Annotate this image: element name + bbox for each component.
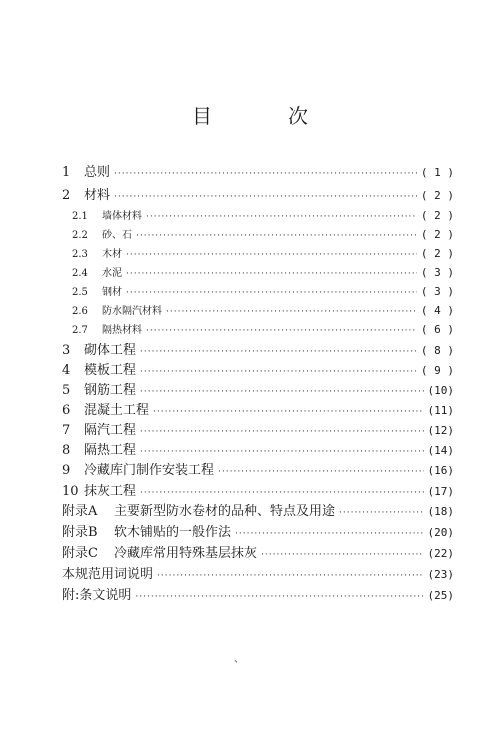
toc-entry-number: 附录B <box>62 525 98 540</box>
leader-dots <box>140 344 417 360</box>
leader-dots <box>135 589 423 605</box>
toc-entry-label: 抹灰工程 <box>84 484 137 499</box>
toc-entry-label: 总则 <box>84 165 111 180</box>
toc-entry-number: 5 <box>62 383 71 398</box>
leader-dots <box>114 166 417 182</box>
toc-entry-label: 附:条文说明 <box>62 588 132 603</box>
toc-entry[interactable] <box>62 423 454 440</box>
leader-dots <box>235 526 423 542</box>
toc-entry-page: (22) <box>427 547 454 560</box>
leader-dots <box>146 323 417 339</box>
toc-entry[interactable] <box>62 165 454 182</box>
toc-entry-label: 隔汽工程 <box>84 423 137 438</box>
toc-entry-page: ( 1 ) <box>420 166 454 179</box>
toc-entry-number: 9 <box>62 463 71 478</box>
leader-dots <box>218 464 423 480</box>
toc-entry-page: ( 3 ) <box>420 285 454 298</box>
toc-entry-appendix-c[interactable] <box>62 546 454 563</box>
toc-entry-label: 防水隔汽材料 <box>102 306 162 317</box>
toc-entry-page: (12) <box>427 424 454 437</box>
toc-entry-label: 模板工程 <box>84 363 137 378</box>
page-title: 目 次 <box>192 104 336 128</box>
toc-entry-label: 冷藏库常用特殊基层抹灰 <box>114 546 258 561</box>
toc-subentry[interactable] <box>62 246 454 263</box>
toc-entry-page: (10) <box>427 384 454 397</box>
toc-entry-label: 砂、石 <box>102 230 132 241</box>
toc-subentry[interactable] <box>62 208 454 225</box>
toc-entry[interactable] <box>62 343 454 360</box>
leader-dots <box>140 384 423 400</box>
toc-entry[interactable] <box>62 484 454 501</box>
toc-entry-number: 1 <box>62 165 71 180</box>
footer-mark: 、 <box>234 654 244 665</box>
toc-entry-label: 本规范用词说明 <box>62 567 154 582</box>
toc-entry-label: 隔热材料 <box>102 325 142 336</box>
toc-entry-label: 冷藏库门制作安装工程 <box>84 463 215 478</box>
leader-dots <box>153 404 423 420</box>
toc-entry[interactable] <box>62 383 454 400</box>
leader-dots <box>136 228 417 244</box>
toc-entry-page: ( 9 ) <box>420 364 454 377</box>
toc-entry-label: 主要新型防水卷材的品种、特点及用途 <box>114 504 336 519</box>
toc-subentry[interactable] <box>62 303 454 320</box>
toc-entry-number: 附录C <box>62 546 98 561</box>
toc-subentry[interactable] <box>62 227 454 244</box>
leader-dots <box>114 189 417 205</box>
leader-dots <box>140 485 423 501</box>
toc-entry-page: ( 3 ) <box>420 266 454 279</box>
toc-entry-label: 材料 <box>84 188 111 203</box>
toc-entry-page: (18) <box>427 505 454 518</box>
toc-entry-appendix-a[interactable] <box>62 504 454 521</box>
toc-entry-number: 6 <box>62 403 71 418</box>
toc-entry-page: (14) <box>427 444 454 457</box>
toc-subentry[interactable] <box>62 322 454 339</box>
toc-entry-page: ( 6 ) <box>420 323 454 336</box>
toc-entry-page: (20) <box>427 526 454 539</box>
toc-entry-number: 2.2 <box>72 230 88 241</box>
toc-entry-commentary[interactable] <box>62 588 454 605</box>
toc-entry-label: 软木铺贴的一般作法 <box>114 525 232 540</box>
toc-entry-number: 2.7 <box>72 325 88 336</box>
toc-entry-label: 隔热工程 <box>84 443 137 458</box>
leader-dots <box>126 266 417 282</box>
toc-entry-number: 2.3 <box>72 249 88 260</box>
toc-entry-page: ( 8 ) <box>420 344 454 357</box>
leader-dots <box>140 444 423 460</box>
leader-dots <box>339 505 423 521</box>
toc-entry-number: 附录A <box>62 504 98 519</box>
toc-entry-page: (16) <box>427 464 454 477</box>
toc-entry-label: 木材 <box>102 249 122 260</box>
toc-entry-page: ( 2 ) <box>420 228 454 241</box>
toc-entry-page: ( 2 ) <box>420 189 454 202</box>
toc-entry-number: 10 <box>62 484 79 499</box>
toc-entry-appendix-b[interactable] <box>62 525 454 542</box>
toc-entry[interactable] <box>62 363 454 380</box>
leader-dots <box>140 424 423 440</box>
toc-entry-label: 钢材 <box>102 287 122 298</box>
toc-entry-number: 4 <box>62 363 71 378</box>
toc-entry-number: 2.5 <box>72 287 88 298</box>
toc-entry-label: 钢筋工程 <box>84 383 137 398</box>
leader-dots <box>146 209 417 225</box>
toc-entry[interactable] <box>62 463 454 480</box>
toc-entry-number: 7 <box>62 423 71 438</box>
toc-entry-label: 混凝土工程 <box>84 403 150 418</box>
leader-dots <box>166 304 417 320</box>
toc-subentry[interactable] <box>62 284 454 301</box>
toc-entry[interactable] <box>62 403 454 420</box>
toc-entry-label: 墙体材料 <box>102 211 142 222</box>
toc-entry-page: (17) <box>427 485 454 498</box>
toc-entry[interactable] <box>62 188 454 205</box>
toc-entry-label: 砌体工程 <box>84 343 137 358</box>
toc-entry-label: 水泥 <box>102 268 122 279</box>
toc-entry-page: ( 2 ) <box>420 247 454 260</box>
toc-entry-number: 2.1 <box>72 211 88 222</box>
toc-entry-page: (23) <box>427 568 454 581</box>
leader-dots <box>261 547 423 563</box>
toc-entry-number: 2.6 <box>72 306 88 317</box>
toc-entry-terms[interactable] <box>62 567 454 584</box>
toc-subentry[interactable] <box>62 265 454 282</box>
toc-entry-page: ( 4 ) <box>420 304 454 317</box>
toc-entry-number: 8 <box>62 443 71 458</box>
toc-entry-number: 3 <box>62 343 71 358</box>
leader-dots <box>140 364 417 380</box>
toc-entry-page: (11) <box>427 404 454 417</box>
toc-entry-page: (25) <box>427 589 454 602</box>
leader-dots <box>126 247 417 263</box>
toc-entry-number: 2 <box>62 188 71 203</box>
toc-entry-number: 2.4 <box>72 268 88 279</box>
leader-dots <box>126 285 417 301</box>
toc-entry-page: ( 2 ) <box>420 209 454 222</box>
leader-dots <box>157 568 423 584</box>
toc-entry[interactable] <box>62 443 454 460</box>
